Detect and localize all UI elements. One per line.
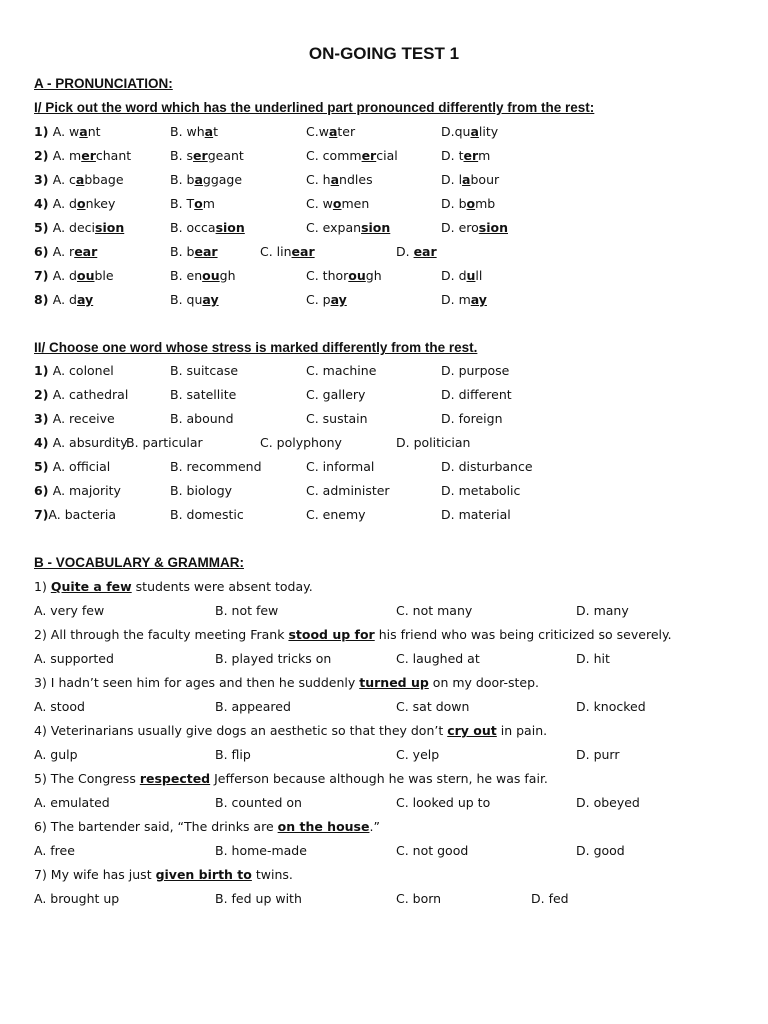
- answer-option: D. fed: [531, 891, 569, 906]
- answer-option: D. metabolic: [441, 483, 521, 498]
- answer-option: B. sergeant: [170, 148, 244, 163]
- answer-option: 6) A. majority: [34, 483, 121, 498]
- answer-option: D. purr: [576, 747, 620, 762]
- question-row: [0, 148, 768, 168]
- answer-option: A. gulp: [34, 747, 78, 762]
- question-number: 2): [34, 148, 53, 163]
- answer-option: D. material: [441, 507, 511, 522]
- answer-option: 2) A. merchant: [34, 148, 132, 163]
- question-row: [0, 244, 768, 264]
- answer-option: C. expansion: [306, 220, 391, 235]
- answer-option: C. not many: [396, 603, 473, 618]
- question-text: 7) My wife has just given birth to twins.: [34, 867, 293, 882]
- options-row: [0, 843, 768, 863]
- answer-option: C. linear: [260, 244, 315, 259]
- question-row: [0, 387, 768, 407]
- answer-option: C. informal: [306, 459, 375, 474]
- answer-option: 1) A. want: [34, 124, 101, 139]
- options-row: [0, 891, 768, 911]
- answer-option: C. sustain: [306, 411, 368, 426]
- answer-option: C. yelp: [396, 747, 440, 762]
- answer-option: 1) A. colonel: [34, 363, 114, 378]
- answer-option: C. gallery: [306, 387, 366, 402]
- question-row: [0, 483, 768, 503]
- answer-option: B. baggage: [170, 172, 243, 187]
- answer-option: 2) A. cathedral: [34, 387, 129, 402]
- question-row: [0, 220, 768, 240]
- answer-option: A. stood: [34, 699, 85, 714]
- answer-option: 5) A. official: [34, 459, 111, 474]
- question-text: 3) I hadn’t seen him for ages and then he suddenly turned up on my door-step.: [34, 675, 539, 690]
- answer-option: C. enemy: [306, 507, 366, 522]
- question-number: 8): [34, 292, 53, 307]
- question-number: 7): [34, 507, 49, 522]
- question-number: 7): [34, 268, 53, 283]
- answer-option: B. played tricks on: [215, 651, 332, 666]
- answer-option: D. knocked: [576, 699, 646, 714]
- answer-option: 6) A. rear: [34, 244, 98, 259]
- answer-option: C. pay: [306, 292, 347, 307]
- answer-option: C. polyphony: [260, 435, 342, 450]
- answer-option: D. different: [441, 387, 512, 402]
- answer-option: 8) A. day: [34, 292, 94, 307]
- answer-option: D. disturbance: [441, 459, 533, 474]
- answer-option: 5) A. decision: [34, 220, 125, 235]
- answer-option: A. supported: [34, 651, 114, 666]
- answer-option: B. occasion: [170, 220, 245, 235]
- answer-option: B. fed up with: [215, 891, 302, 906]
- answer-option: B. flip: [215, 747, 251, 762]
- question-row: [0, 363, 768, 383]
- answer-option: 7)A. bacteria: [34, 507, 117, 522]
- question-number: 6): [34, 483, 53, 498]
- section-b-heading: B - VOCABULARY & GRAMMAR:: [34, 555, 244, 570]
- question-number: 6): [34, 244, 53, 259]
- answer-option: D. good: [576, 843, 625, 858]
- question-number: 2): [34, 387, 53, 402]
- answer-option: C. looked up to: [396, 795, 491, 810]
- answer-option: C. not good: [396, 843, 469, 858]
- answer-option: 3) A. receive: [34, 411, 115, 426]
- answer-option: B. home-made: [215, 843, 307, 858]
- answer-option: B. appeared: [215, 699, 291, 714]
- answer-option: B. quay: [170, 292, 219, 307]
- answer-option: B. domestic: [170, 507, 244, 522]
- question-row: [0, 172, 768, 192]
- answer-option: B. biology: [170, 483, 233, 498]
- question-number: 4): [34, 435, 53, 450]
- question-number: 3): [34, 411, 53, 426]
- options-row: [0, 747, 768, 767]
- answer-option: A. brought up: [34, 891, 120, 906]
- answer-option: D. many: [576, 603, 629, 618]
- part1-instruction: I/ Pick out the word which has the underlined part pronounced differently from the rest:: [34, 100, 595, 115]
- answer-option: C. machine: [306, 363, 377, 378]
- answer-option: 4) A. donkey: [34, 196, 116, 211]
- answer-option: C. sat down: [396, 699, 470, 714]
- answer-option: C. handles: [306, 172, 373, 187]
- question-number: 4): [34, 196, 53, 211]
- answer-option: D.quality: [441, 124, 499, 139]
- question-text: 6) The bartender said, “The drinks are on the house.”: [34, 819, 380, 834]
- answer-option: B. abound: [170, 411, 234, 426]
- answer-option: D. labour: [441, 172, 500, 187]
- answer-option: C.water: [306, 124, 356, 139]
- section-a-heading: A - PRONUNCIATION:: [34, 76, 173, 91]
- answer-option: D. term: [441, 148, 491, 163]
- part2-instruction: II/ Choose one word whose stress is marked differently from the rest.: [34, 340, 478, 355]
- options-row: [0, 795, 768, 815]
- options-row: [0, 603, 768, 623]
- question-row: [0, 196, 768, 216]
- options-row: [0, 651, 768, 671]
- answer-option: B. not few: [215, 603, 279, 618]
- answer-option: D. may: [441, 292, 487, 307]
- answer-option: D. dull: [441, 268, 483, 283]
- answer-option: 3) A. cabbage: [34, 172, 124, 187]
- answer-option: D. erosion: [441, 220, 508, 235]
- answer-option: C. thorough: [306, 268, 382, 283]
- answer-option: B. enough: [170, 268, 236, 283]
- page-title: ON-GOING TEST 1: [308, 44, 460, 63]
- answer-option: B. suitcase: [170, 363, 239, 378]
- answer-option: B. bear: [170, 244, 218, 259]
- question-number: 1): [34, 124, 53, 139]
- answer-option: 7) A. double: [34, 268, 114, 283]
- options-row: [0, 699, 768, 719]
- answer-option: D. ear: [396, 244, 437, 259]
- answer-option: C. laughed at: [396, 651, 480, 666]
- question-text: 2) All through the faculty meeting Frank stood up for his friend who was being criticized so severely.: [34, 627, 672, 642]
- answer-option: A. very few: [34, 603, 105, 618]
- answer-option: C. born: [396, 891, 442, 906]
- question-row: [0, 411, 768, 431]
- answer-option: B. recommend: [170, 459, 262, 474]
- question-row: [0, 292, 768, 312]
- question-text: 5) The Congress respected Jefferson because although he was stern, he was fair.: [34, 771, 548, 786]
- question-number: 5): [34, 459, 53, 474]
- answer-option: A. emulated: [34, 795, 110, 810]
- question-row: [0, 268, 768, 288]
- answer-option: 4) A. absurdity: [34, 435, 128, 450]
- answer-option: D. hit: [576, 651, 610, 666]
- answer-option: B. satellite: [170, 387, 237, 402]
- answer-option: C. women: [306, 196, 370, 211]
- answer-option: D. purpose: [441, 363, 510, 378]
- question-number: 1): [34, 363, 53, 378]
- question-row: [0, 124, 768, 144]
- question-row: [0, 507, 768, 527]
- answer-option: D. bomb: [441, 196, 496, 211]
- answer-option: C. commercial: [306, 148, 398, 163]
- answer-option: A. free: [34, 843, 75, 858]
- answer-option: B. particular: [126, 435, 203, 450]
- answer-option: D. politician: [396, 435, 471, 450]
- answer-option: D. obeyed: [576, 795, 640, 810]
- question-row: [0, 435, 768, 455]
- question-text: 4) Veterinarians usually give dogs an aesthetic so that they don’t cry out in pain.: [34, 723, 548, 738]
- question-number: 5): [34, 220, 53, 235]
- answer-option: B. counted on: [215, 795, 302, 810]
- question-row: [0, 459, 768, 479]
- question-number: 3): [34, 172, 53, 187]
- answer-option: B. what: [170, 124, 219, 139]
- answer-option: D. foreign: [441, 411, 503, 426]
- answer-option: C. administer: [306, 483, 390, 498]
- question-text: 1) Quite a few students were absent today.: [34, 579, 313, 594]
- answer-option: B. Tom: [170, 196, 215, 211]
